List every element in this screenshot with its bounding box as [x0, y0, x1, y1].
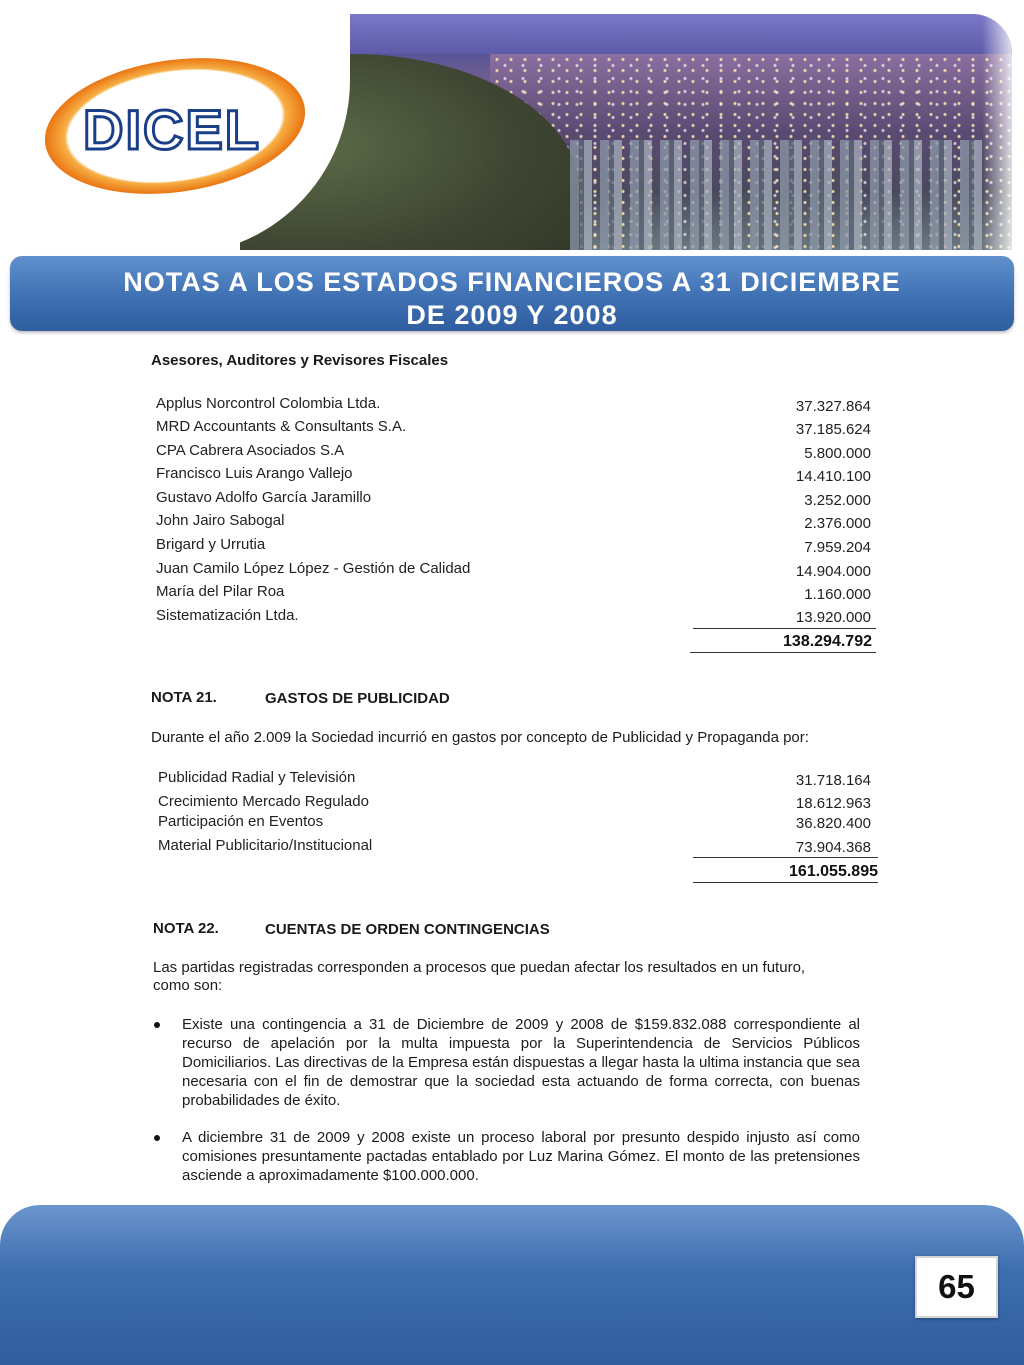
page-number: 65 [915, 1256, 998, 1318]
nota21-row-value: 73.904.368 [795, 839, 871, 856]
total-rule [693, 882, 878, 883]
asesores-row-label: Juan Camilo López López - Gestión de Calidad [156, 560, 471, 577]
nota21-row-label: Participación en Eventos [158, 813, 324, 830]
asesores-row-value: 2.376.000 [804, 515, 871, 532]
asesores-row-value: 7.959.204 [804, 539, 871, 556]
asesores-row-label: Brigard y Urrutia [156, 536, 266, 553]
nota21-row-label: Publicidad Radial y Televisión [158, 769, 356, 786]
asesores-row-value: 5.800.000 [804, 445, 871, 462]
total-rule [690, 652, 876, 653]
asesores-row-label: Gustavo Adolfo García Jaramillo [156, 489, 372, 506]
nota22-bullet: A diciembre 31 de 2009 y 2008 existe un proceso laboral por presunto despido injusto así como comisiones presuntamente pactadas entablado por Luz Marina Gómez. El monto de las pretensiones asciende a aproximadamente $100.000.000. [182, 1129, 860, 1184]
bullet-icon [154, 1022, 160, 1028]
nota21-number: NOTA 21. [151, 689, 217, 706]
subtotal-rule [693, 857, 878, 858]
asesores-row-label: John Jairo Sabogal [156, 512, 285, 529]
asesores-row-label: Francisco Luis Arango Vallejo [156, 465, 353, 482]
nota21-row-value: 36.820.400 [795, 815, 871, 832]
asesores-row-value: 37.327.864 [795, 398, 871, 415]
nota22-bullet: Existe una contingencia a 31 de Diciembre de 2009 y 2008 de $159.832.088 correspondiente al recurso de apelación por la multa impuesta por la Superintendencia de Servicios Públicos Domiciliarios. Las directivas de la Empresa están dispuestas a llegar hasta la ultima instancia que sea necesaria con el fin de demostrar que la sociedad esta actuando de forma correcta, con buenas probabilidades de éxito. [182, 1016, 860, 1109]
logo-text: DICEL [83, 97, 261, 161]
asesores-total: 138.294.792 [783, 633, 872, 650]
footer-band [0, 1205, 1024, 1365]
asesores-heading: Asesores, Auditores y Revisores Fiscales [151, 352, 449, 369]
nota22-intro-line1: Las partidas registradas corresponden a procesos que puedan afectar los resultados en un futuro, [153, 959, 806, 976]
nota21-row-label: Crecimiento Mercado Regulado [158, 793, 369, 810]
asesores-row-value: 37.185.624 [795, 421, 871, 438]
nota21-title: GASTOS DE PUBLICIDAD [265, 690, 450, 707]
nota21-intro: Durante el año 2.009 la Sociedad incurrió en gastos por concepto de Publicidad y Propaganda por: [151, 729, 809, 746]
nota21-row-value: 31.718.164 [795, 772, 871, 789]
bullet-icon [154, 1135, 160, 1141]
nota22-number: NOTA 22. [153, 920, 219, 937]
asesores-row-value: 14.904.000 [795, 563, 871, 580]
asesores-row-value: 1.160.000 [804, 586, 871, 603]
asesores-row-label: CPA Cabrera Asociados S.A [156, 442, 345, 459]
asesores-row-label: MRD Accountants & Consultants S.A. [156, 418, 407, 435]
subtotal-rule [693, 628, 876, 629]
asesores-row-value: 14.410.100 [795, 468, 871, 485]
nota22-intro-line2: como son: [153, 977, 223, 994]
nota22-title: CUENTAS DE ORDEN CONTINGENCIAS [265, 921, 550, 938]
asesores-row-label: María del Pilar Roa [156, 583, 285, 600]
asesores-row-value: 3.252.000 [804, 492, 871, 509]
asesores-row-value: 13.920.000 [795, 609, 871, 626]
nota21-row-value: 18.612.963 [795, 795, 871, 812]
page-title-line2: DE 2009 Y 2008 [406, 300, 618, 330]
asesores-row-label: Applus Norcontrol Colombia Ltda. [156, 395, 381, 412]
nota21-row-label: Material Publicitario/Institucional [158, 837, 373, 854]
page-title-line1: NOTAS A LOS ESTADOS FINANCIEROS A 31 DICIEMBRE [123, 267, 901, 297]
nota21-total: 161.055.895 [789, 863, 878, 880]
asesores-row-label: Sistematización Ltda. [156, 607, 299, 624]
